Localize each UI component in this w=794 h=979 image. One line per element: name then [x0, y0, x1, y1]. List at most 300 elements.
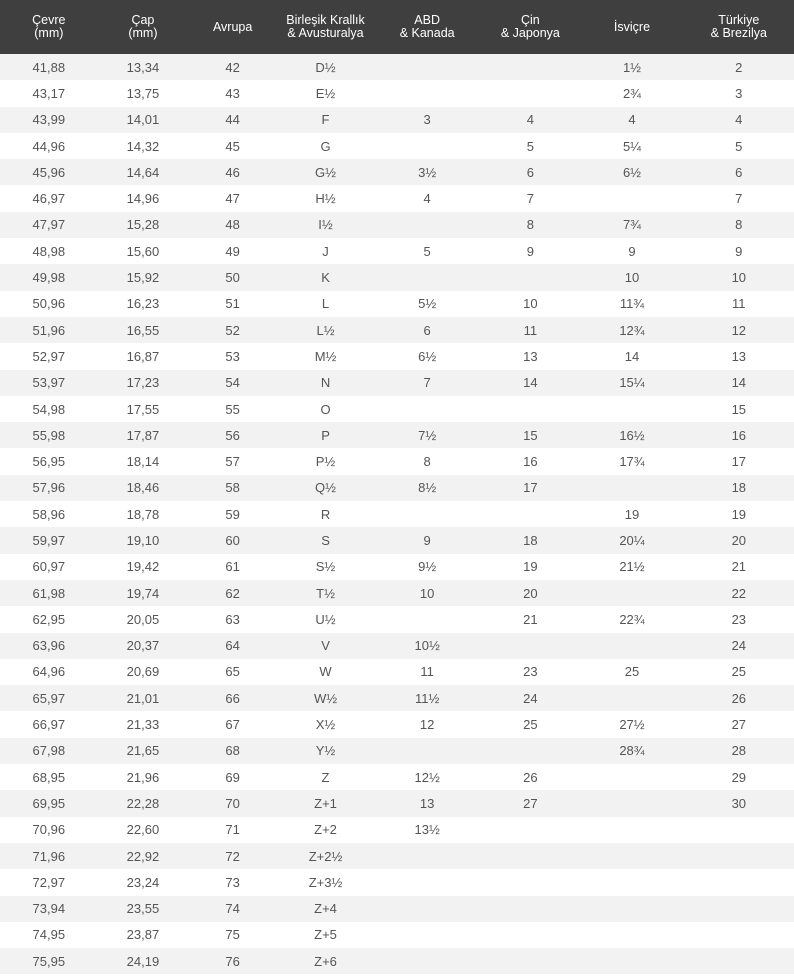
cell-europe: 44 [225, 112, 240, 128]
cell-uk-australia: U½ [315, 611, 336, 627]
cell-turkey-brazil: 21 [731, 559, 747, 575]
cell-usa-canada [374, 396, 480, 422]
cell-europe: 76 [225, 953, 240, 969]
cell-usa-canada: 5½ [418, 296, 437, 312]
cell-uk-australia: S½ [315, 559, 336, 575]
cell-turkey-brazil: 19 [731, 506, 747, 522]
cell-usa-canada [374, 212, 480, 238]
cell-usa-canada: 6½ [418, 348, 437, 364]
cell-uk-australia: Z+4 [314, 901, 337, 917]
column-header-line: Türkiye [718, 13, 760, 27]
cell-diameter-mm: 13,75 [126, 85, 160, 101]
cell-china-japan [480, 633, 580, 659]
cell-europe: 43 [225, 85, 240, 101]
cell-circumference-mm: 41,88 [32, 59, 66, 75]
cell-europe: 45 [225, 138, 240, 154]
cell-switzerland: 9 [628, 243, 636, 259]
cell-circumference-mm: 43,17 [32, 85, 66, 101]
cell-usa-canada: 4 [423, 191, 431, 207]
cell-uk-australia: G½ [315, 164, 336, 180]
cell-switzerland: 11¾ [619, 296, 645, 312]
cell-turkey-brazil: 2 [735, 59, 743, 75]
cell-diameter-mm: 16,23 [126, 296, 160, 312]
cell-circumference-mm: 66,97 [32, 717, 66, 733]
table-row [0, 133, 794, 159]
cell-china-japan [480, 817, 580, 843]
table-row [0, 948, 794, 974]
cell-uk-australia: M½ [314, 348, 337, 364]
cell-turkey-brazil: 26 [731, 690, 747, 706]
cell-turkey-brazil: 17 [731, 454, 747, 470]
column-header-china-japan [480, 0, 580, 54]
cell-turkey-brazil [684, 817, 794, 843]
cell-circumference-mm: 70,96 [32, 822, 66, 838]
cell-circumference-mm: 73,94 [32, 901, 66, 917]
table-row [0, 343, 794, 369]
cell-turkey-brazil [684, 948, 794, 974]
cell-usa-canada [374, 869, 480, 895]
cell-china-japan: 11 [523, 322, 538, 338]
table-row [0, 185, 794, 211]
cell-turkey-brazil: 13 [731, 348, 747, 364]
cell-uk-australia: Q½ [315, 480, 336, 496]
cell-europe: 53 [225, 348, 240, 364]
cell-usa-canada: 9½ [418, 559, 437, 575]
cell-turkey-brazil: 7 [735, 191, 743, 207]
cell-usa-canada [374, 948, 480, 974]
column-header-line: Çin [520, 13, 540, 27]
cell-uk-australia: I½ [318, 217, 333, 233]
cell-circumference-mm: 68,95 [32, 769, 66, 785]
cell-uk-australia: L [321, 296, 330, 312]
cell-circumference-mm: 63,96 [32, 638, 66, 654]
cell-europe: 62 [225, 585, 240, 601]
cell-europe: 75 [225, 927, 240, 943]
column-header-europe [188, 0, 277, 54]
cell-usa-canada: 5 [423, 243, 431, 259]
cell-usa-canada: 13 [419, 795, 435, 811]
cell-turkey-brazil: 22 [731, 585, 747, 601]
cell-usa-canada: 10 [419, 585, 435, 601]
cell-circumference-mm: 64,96 [32, 664, 66, 680]
cell-europe: 56 [225, 427, 240, 443]
cell-china-japan [480, 922, 580, 948]
cell-china-japan: 24 [523, 690, 538, 706]
cell-europe: 73 [225, 874, 240, 890]
table-row [0, 659, 794, 685]
table-row [0, 238, 794, 264]
cell-uk-australia: H½ [315, 191, 336, 207]
cell-switzerland [580, 764, 683, 790]
table-row [0, 107, 794, 133]
cell-usa-canada: 8 [423, 454, 431, 470]
cell-china-japan: 7 [526, 191, 534, 207]
table-row [0, 817, 794, 843]
table-row [0, 896, 794, 922]
cell-turkey-brazil: 9 [735, 243, 743, 259]
cell-switzerland: 15¼ [619, 375, 645, 391]
cell-china-japan: 23 [523, 664, 538, 680]
cell-usa-canada: 7 [423, 375, 431, 391]
column-header-line: ABD [414, 13, 440, 27]
column-header-switzerland [580, 0, 683, 54]
cell-switzerland: 20¼ [619, 532, 645, 548]
table-row [0, 159, 794, 185]
cell-usa-canada: 13½ [414, 822, 440, 838]
cell-switzerland: 10 [624, 270, 640, 286]
table-row [0, 422, 794, 448]
cell-diameter-mm: 22,60 [126, 822, 160, 838]
cell-europe: 50 [225, 270, 240, 286]
cell-usa-canada: 8½ [418, 480, 437, 496]
cell-europe: 57 [225, 454, 240, 470]
cell-switzerland: 21½ [619, 559, 645, 575]
table-row [0, 711, 794, 737]
cell-usa-canada [374, 896, 480, 922]
cell-usa-canada: 9 [423, 532, 431, 548]
column-header-diameter-mm [98, 0, 189, 54]
cell-china-japan: 26 [523, 769, 538, 785]
cell-europe: 72 [225, 848, 240, 864]
cell-circumference-mm: 57,96 [32, 480, 66, 496]
cell-china-japan: 10 [523, 296, 538, 312]
cell-circumference-mm: 51,96 [32, 322, 66, 338]
table-row [0, 475, 794, 501]
column-header-line: & Kanada [399, 26, 455, 40]
cell-china-japan: 4 [526, 112, 534, 128]
cell-switzerland: 17¾ [619, 454, 645, 470]
cell-diameter-mm: 13,34 [126, 59, 160, 75]
cell-turkey-brazil: 5 [735, 138, 743, 154]
cell-uk-australia: X½ [315, 717, 336, 733]
cell-turkey-brazil: 25 [731, 664, 747, 680]
cell-uk-australia: T½ [316, 585, 335, 601]
cell-europe: 49 [225, 243, 240, 259]
cell-diameter-mm: 24,19 [126, 953, 160, 969]
cell-turkey-brazil: 15 [731, 401, 747, 417]
cell-uk-australia: Z+6 [314, 953, 337, 969]
cell-china-japan: 18 [523, 532, 538, 548]
cell-switzerland: 2¾ [622, 85, 642, 101]
cell-diameter-mm: 19,10 [126, 532, 160, 548]
table-row [0, 527, 794, 553]
cell-uk-australia: S [321, 532, 330, 548]
column-header-line: Çevre [32, 13, 66, 27]
cell-switzerland [580, 817, 683, 843]
cell-usa-canada [374, 738, 480, 764]
cell-europe: 70 [225, 795, 240, 811]
cell-circumference-mm: 65,97 [32, 690, 66, 706]
cell-turkey-brazil: 4 [735, 112, 743, 128]
cell-china-japan: 15 [523, 427, 538, 443]
cell-uk-australia: Y½ [315, 743, 336, 759]
cell-turkey-brazil: 24 [731, 638, 747, 654]
cell-switzerland: 5¼ [622, 138, 642, 154]
table-row [0, 843, 794, 869]
cell-europe: 64 [225, 638, 240, 654]
cell-switzerland [580, 580, 683, 606]
cell-diameter-mm: 14,96 [126, 191, 160, 207]
cell-uk-australia: F [321, 112, 330, 128]
cell-china-japan: 25 [523, 717, 538, 733]
table-body [0, 54, 794, 974]
cell-uk-australia: L½ [316, 322, 335, 338]
cell-europe: 60 [225, 532, 240, 548]
cell-uk-australia: W½ [313, 690, 338, 706]
cell-circumference-mm: 49,98 [32, 270, 66, 286]
cell-china-japan: 8 [526, 217, 534, 233]
table-row [0, 738, 794, 764]
cell-circumference-mm: 62,95 [32, 611, 66, 627]
cell-europe: 48 [225, 217, 240, 233]
table-row [0, 685, 794, 711]
cell-china-japan: 5 [526, 138, 534, 154]
cell-usa-canada: 6 [423, 322, 431, 338]
cell-diameter-mm: 15,60 [126, 243, 160, 259]
cell-diameter-mm: 20,05 [126, 611, 160, 627]
cell-uk-australia: V [321, 638, 330, 654]
cell-circumference-mm: 44,96 [32, 138, 66, 154]
cell-switzerland [580, 633, 683, 659]
cell-uk-australia: Z+3½ [308, 874, 343, 890]
cell-diameter-mm: 17,87 [126, 427, 160, 443]
cell-china-japan [480, 843, 580, 869]
cell-europe: 69 [225, 769, 240, 785]
cell-diameter-mm: 21,96 [126, 769, 160, 785]
cell-china-japan [480, 396, 580, 422]
cell-turkey-brazil: 6 [735, 164, 743, 180]
table-row [0, 606, 794, 632]
cell-china-japan [480, 264, 580, 290]
cell-china-japan [480, 738, 580, 764]
cell-usa-canada [374, 133, 480, 159]
cell-diameter-mm: 18,14 [126, 454, 160, 470]
cell-china-japan: 9 [526, 243, 534, 259]
cell-uk-australia: E½ [315, 85, 336, 101]
header-row [0, 0, 794, 54]
cell-china-japan [480, 869, 580, 895]
table-row [0, 212, 794, 238]
cell-europe: 52 [225, 322, 240, 338]
cell-diameter-mm: 14,64 [126, 164, 160, 180]
cell-europe: 58 [225, 480, 240, 496]
cell-circumference-mm: 45,96 [32, 164, 66, 180]
cell-turkey-brazil: 14 [731, 375, 747, 391]
cell-diameter-mm: 22,92 [126, 848, 160, 864]
cell-china-japan: 13 [523, 348, 538, 364]
cell-usa-canada: 7½ [418, 427, 437, 443]
column-header-line: Çap [131, 13, 155, 27]
cell-switzerland: 28¾ [619, 743, 645, 759]
cell-usa-canada: 3½ [418, 164, 437, 180]
cell-switzerland: 27½ [619, 717, 645, 733]
table-row [0, 264, 794, 290]
cell-turkey-brazil: 23 [731, 611, 747, 627]
cell-china-japan: 20 [523, 585, 538, 601]
column-header-uk-australia [277, 0, 374, 54]
table-row [0, 448, 794, 474]
cell-usa-canada [374, 922, 480, 948]
cell-turkey-brazil: 30 [731, 795, 747, 811]
cell-diameter-mm: 20,69 [126, 664, 160, 680]
cell-uk-australia: J [322, 243, 329, 259]
cell-europe: 54 [225, 375, 240, 391]
cell-switzerland: 7¾ [622, 217, 642, 233]
cell-diameter-mm: 14,32 [126, 138, 160, 154]
cell-usa-canada [374, 843, 480, 869]
cell-usa-canada: 11½ [414, 690, 440, 706]
column-header-line: Birleşik Krallık [286, 13, 365, 27]
cell-europe: 63 [225, 611, 240, 627]
cell-switzerland [580, 185, 683, 211]
cell-china-japan: 21 [523, 611, 538, 627]
cell-circumference-mm: 47,97 [32, 217, 66, 233]
cell-circumference-mm: 48,98 [32, 243, 66, 259]
cell-uk-australia: Z+1 [314, 795, 337, 811]
cell-switzerland [580, 843, 683, 869]
cell-usa-canada: 3 [423, 112, 431, 128]
cell-switzerland: 19 [624, 506, 640, 522]
cell-europe: 67 [225, 717, 240, 733]
cell-circumference-mm: 54,98 [32, 401, 66, 417]
column-header-line: & Brezilya [710, 26, 767, 40]
table-row [0, 764, 794, 790]
cell-europe: 47 [225, 191, 240, 207]
cell-usa-canada: 12½ [414, 769, 440, 785]
cell-switzerland [580, 896, 683, 922]
cell-usa-canada: 10½ [414, 638, 440, 654]
cell-usa-canada [374, 264, 480, 290]
table-row [0, 633, 794, 659]
cell-uk-australia: O [320, 401, 331, 417]
cell-circumference-mm: 58,96 [32, 506, 66, 522]
cell-usa-canada [374, 501, 480, 527]
table-row [0, 54, 794, 80]
cell-europe: 61 [225, 559, 240, 575]
cell-europe: 42 [225, 59, 240, 75]
table-header [0, 0, 794, 54]
cell-europe: 74 [225, 901, 240, 917]
cell-turkey-brazil: 8 [735, 217, 743, 233]
cell-uk-australia: G [320, 138, 331, 154]
cell-usa-canada: 12 [419, 717, 435, 733]
cell-turkey-brazil: 3 [735, 85, 743, 101]
cell-switzerland [580, 790, 683, 816]
cell-switzerland [580, 948, 683, 974]
cell-uk-australia: D½ [315, 59, 336, 75]
cell-diameter-mm: 16,87 [126, 348, 160, 364]
cell-switzerland: 25 [624, 664, 640, 680]
cell-diameter-mm: 23,24 [126, 874, 160, 890]
cell-diameter-mm: 21,01 [126, 690, 160, 706]
cell-switzerland: 14 [624, 348, 640, 364]
cell-china-japan: 14 [523, 375, 538, 391]
cell-turkey-brazil [684, 843, 794, 869]
column-header-line: (mm) [128, 26, 158, 40]
cell-diameter-mm: 19,42 [126, 559, 160, 575]
cell-uk-australia: Z+2 [314, 822, 337, 838]
cell-switzerland [580, 396, 683, 422]
cell-europe: 46 [225, 164, 240, 180]
cell-switzerland: 12¾ [619, 322, 645, 338]
cell-uk-australia: P½ [315, 454, 336, 470]
cell-uk-australia: Z+5 [314, 927, 337, 943]
cell-diameter-mm: 15,28 [126, 217, 160, 233]
cell-china-japan [480, 80, 580, 106]
cell-circumference-mm: 56,95 [32, 454, 66, 470]
cell-turkey-brazil: 10 [731, 270, 747, 286]
cell-circumference-mm: 74,95 [32, 927, 66, 943]
cell-switzerland: 4 [628, 112, 636, 128]
cell-diameter-mm: 18,46 [126, 480, 160, 496]
table-row [0, 922, 794, 948]
cell-usa-canada [374, 54, 480, 80]
column-header-usa-canada [374, 0, 480, 54]
column-header-turkey-brazil [684, 0, 794, 54]
cell-circumference-mm: 46,97 [32, 191, 66, 207]
cell-turkey-brazil [684, 922, 794, 948]
cell-circumference-mm: 61,98 [32, 585, 66, 601]
column-header-line: (mm) [34, 26, 64, 40]
table-row [0, 396, 794, 422]
cell-circumference-mm: 72,97 [32, 874, 66, 890]
column-header-line: & Japonya [500, 26, 560, 40]
table-row [0, 80, 794, 106]
column-header-line: Avrupa [212, 19, 253, 34]
cell-china-japan: 17 [523, 480, 538, 496]
cell-diameter-mm: 21,33 [126, 717, 160, 733]
cell-turkey-brazil: 16 [731, 427, 747, 443]
column-header-line: & Avusturalya [287, 26, 364, 40]
cell-china-japan: 27 [523, 795, 538, 811]
cell-diameter-mm: 23,55 [126, 901, 160, 917]
cell-switzerland: 1½ [622, 59, 642, 75]
cell-europe: 65 [225, 664, 240, 680]
cell-circumference-mm: 71,96 [32, 848, 66, 864]
cell-circumference-mm: 60,97 [32, 559, 66, 575]
cell-uk-australia: K [321, 270, 330, 286]
cell-china-japan: 19 [523, 559, 538, 575]
cell-china-japan [480, 948, 580, 974]
table-row [0, 580, 794, 606]
cell-china-japan: 6 [526, 164, 534, 180]
cell-europe: 59 [225, 506, 240, 522]
cell-diameter-mm: 15,92 [126, 270, 160, 286]
cell-switzerland: 22¾ [619, 611, 645, 627]
cell-turkey-brazil: 12 [731, 322, 747, 338]
cell-uk-australia: N [320, 375, 331, 391]
cell-circumference-mm: 50,96 [32, 296, 66, 312]
cell-china-japan [480, 501, 580, 527]
cell-diameter-mm: 16,55 [126, 322, 160, 338]
cell-usa-canada [374, 606, 480, 632]
cell-europe: 71 [225, 822, 240, 838]
cell-uk-australia: W [319, 664, 332, 680]
cell-turkey-brazil: 11 [732, 296, 746, 312]
cell-europe: 68 [225, 743, 240, 759]
cell-switzerland [580, 869, 683, 895]
table-row [0, 790, 794, 816]
cell-switzerland: 16½ [619, 427, 645, 443]
cell-uk-australia: R [320, 506, 331, 522]
table-row [0, 317, 794, 343]
cell-europe: 66 [225, 690, 240, 706]
cell-turkey-brazil [684, 869, 794, 895]
cell-diameter-mm: 20,37 [126, 638, 160, 654]
cell-circumference-mm: 55,98 [32, 427, 66, 443]
cell-europe: 51 [225, 296, 240, 312]
cell-diameter-mm: 21,65 [126, 743, 160, 759]
